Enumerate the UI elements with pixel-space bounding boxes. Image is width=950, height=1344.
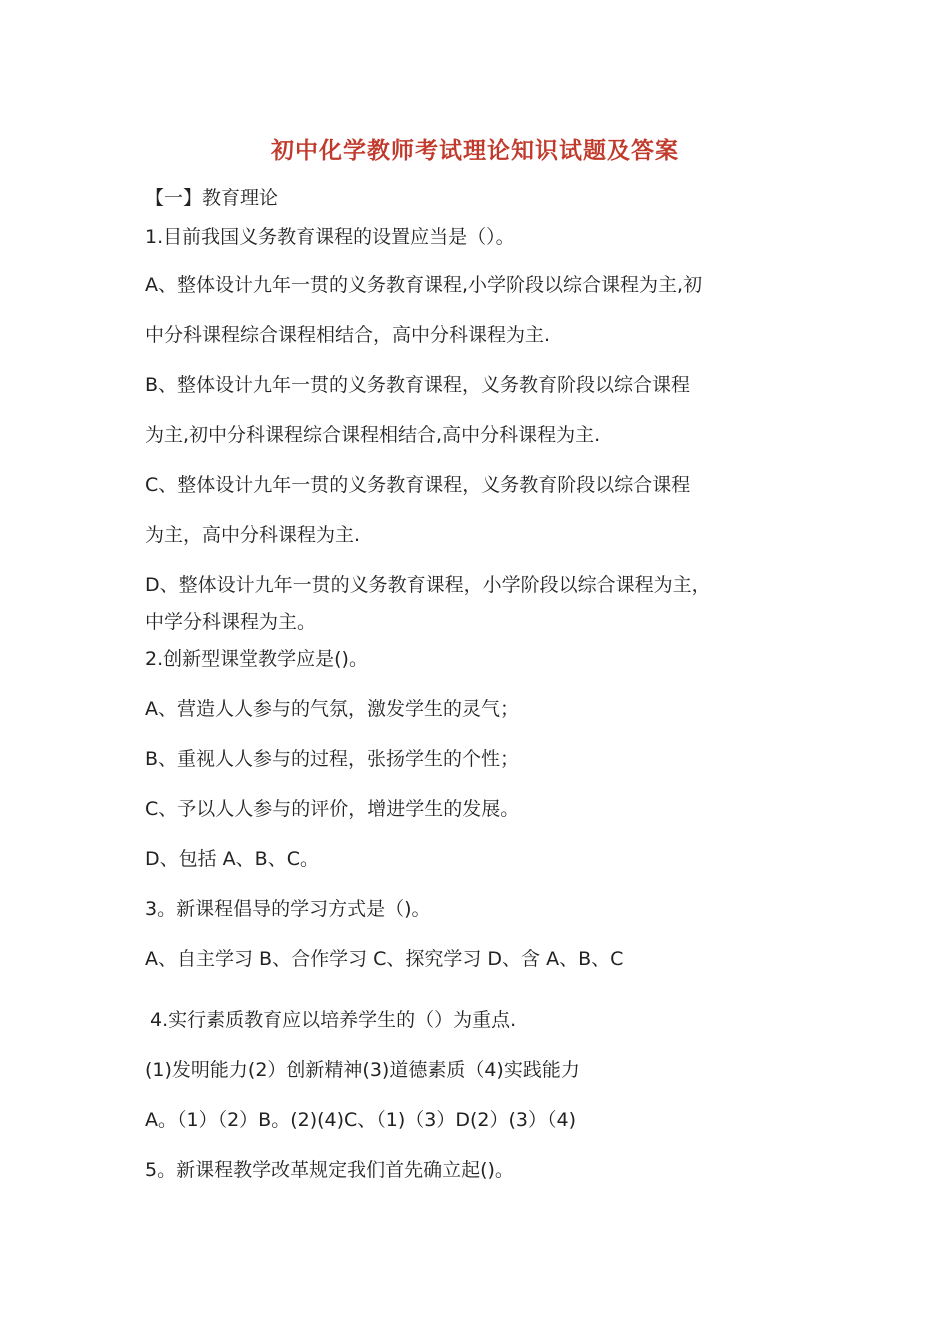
option-1d-line-1: D、整体设计九年一贯的义务教育课程，小学阶段以综合课程为主， bbox=[145, 574, 711, 596]
option-2c: C、予以人人参与的评价，增进学生的发展。 bbox=[145, 798, 520, 820]
option-2d: D、包括 A、B、C。 bbox=[145, 848, 319, 870]
question-3: 3。新课程倡导的学习方式是（)。 bbox=[145, 898, 431, 920]
option-1a-line-2: 中分科课程综合课程相结合，高中分科课程为主. bbox=[145, 324, 551, 346]
document-title: 初中化学教师考试理论知识试题及答案 bbox=[271, 137, 679, 164]
option-1c-line-1: C、整体设计九年一贯的义务教育课程，义务教育阶段以综合课程 bbox=[145, 474, 691, 496]
option-1c-line-2: 为主，高中分科课程为主. bbox=[145, 524, 361, 546]
option-1b-line-1: B、整体设计九年一贯的义务教育课程，义务教育阶段以综合课程 bbox=[145, 374, 691, 396]
question-5: 5。新课程教学改革规定我们首先确立起()。 bbox=[145, 1159, 514, 1181]
question-4: 4.实行素质教育应以培养学生的（）为重点. bbox=[150, 1009, 517, 1031]
option-1a-line-1: A、整体设计九年一贯的义务教育课程,小学阶段以综合课程为主,初 bbox=[145, 274, 703, 296]
question-4-items: (1)发明能力(2）创新精神(3)道德素质（4)实践能力 bbox=[145, 1059, 580, 1081]
question-1: 1.目前我国义务教育课程的设置应当是（）。 bbox=[145, 226, 515, 248]
option-2b: B、重视人人参与的过程，张扬学生的个性； bbox=[145, 748, 520, 770]
option-2a: A、营造人人参与的气氛，激发学生的灵气； bbox=[145, 698, 519, 720]
section-heading: 【一】教育理论 bbox=[145, 187, 279, 209]
options-3: A、自主学习 B、合作学习 C、探究学习 D、含 A、B、C bbox=[145, 948, 624, 970]
options-4: A。（1）（2）B。(2)(4)C、（1)（3）D(2）(3）（4) bbox=[145, 1109, 577, 1131]
question-2: 2.创新型课堂教学应是()。 bbox=[145, 648, 368, 670]
option-1b-line-2: 为主,初中分科课程综合课程相结合,高中分科课程为主. bbox=[145, 424, 601, 446]
option-1d-line-2: 中学分科课程为主。 bbox=[145, 611, 317, 633]
